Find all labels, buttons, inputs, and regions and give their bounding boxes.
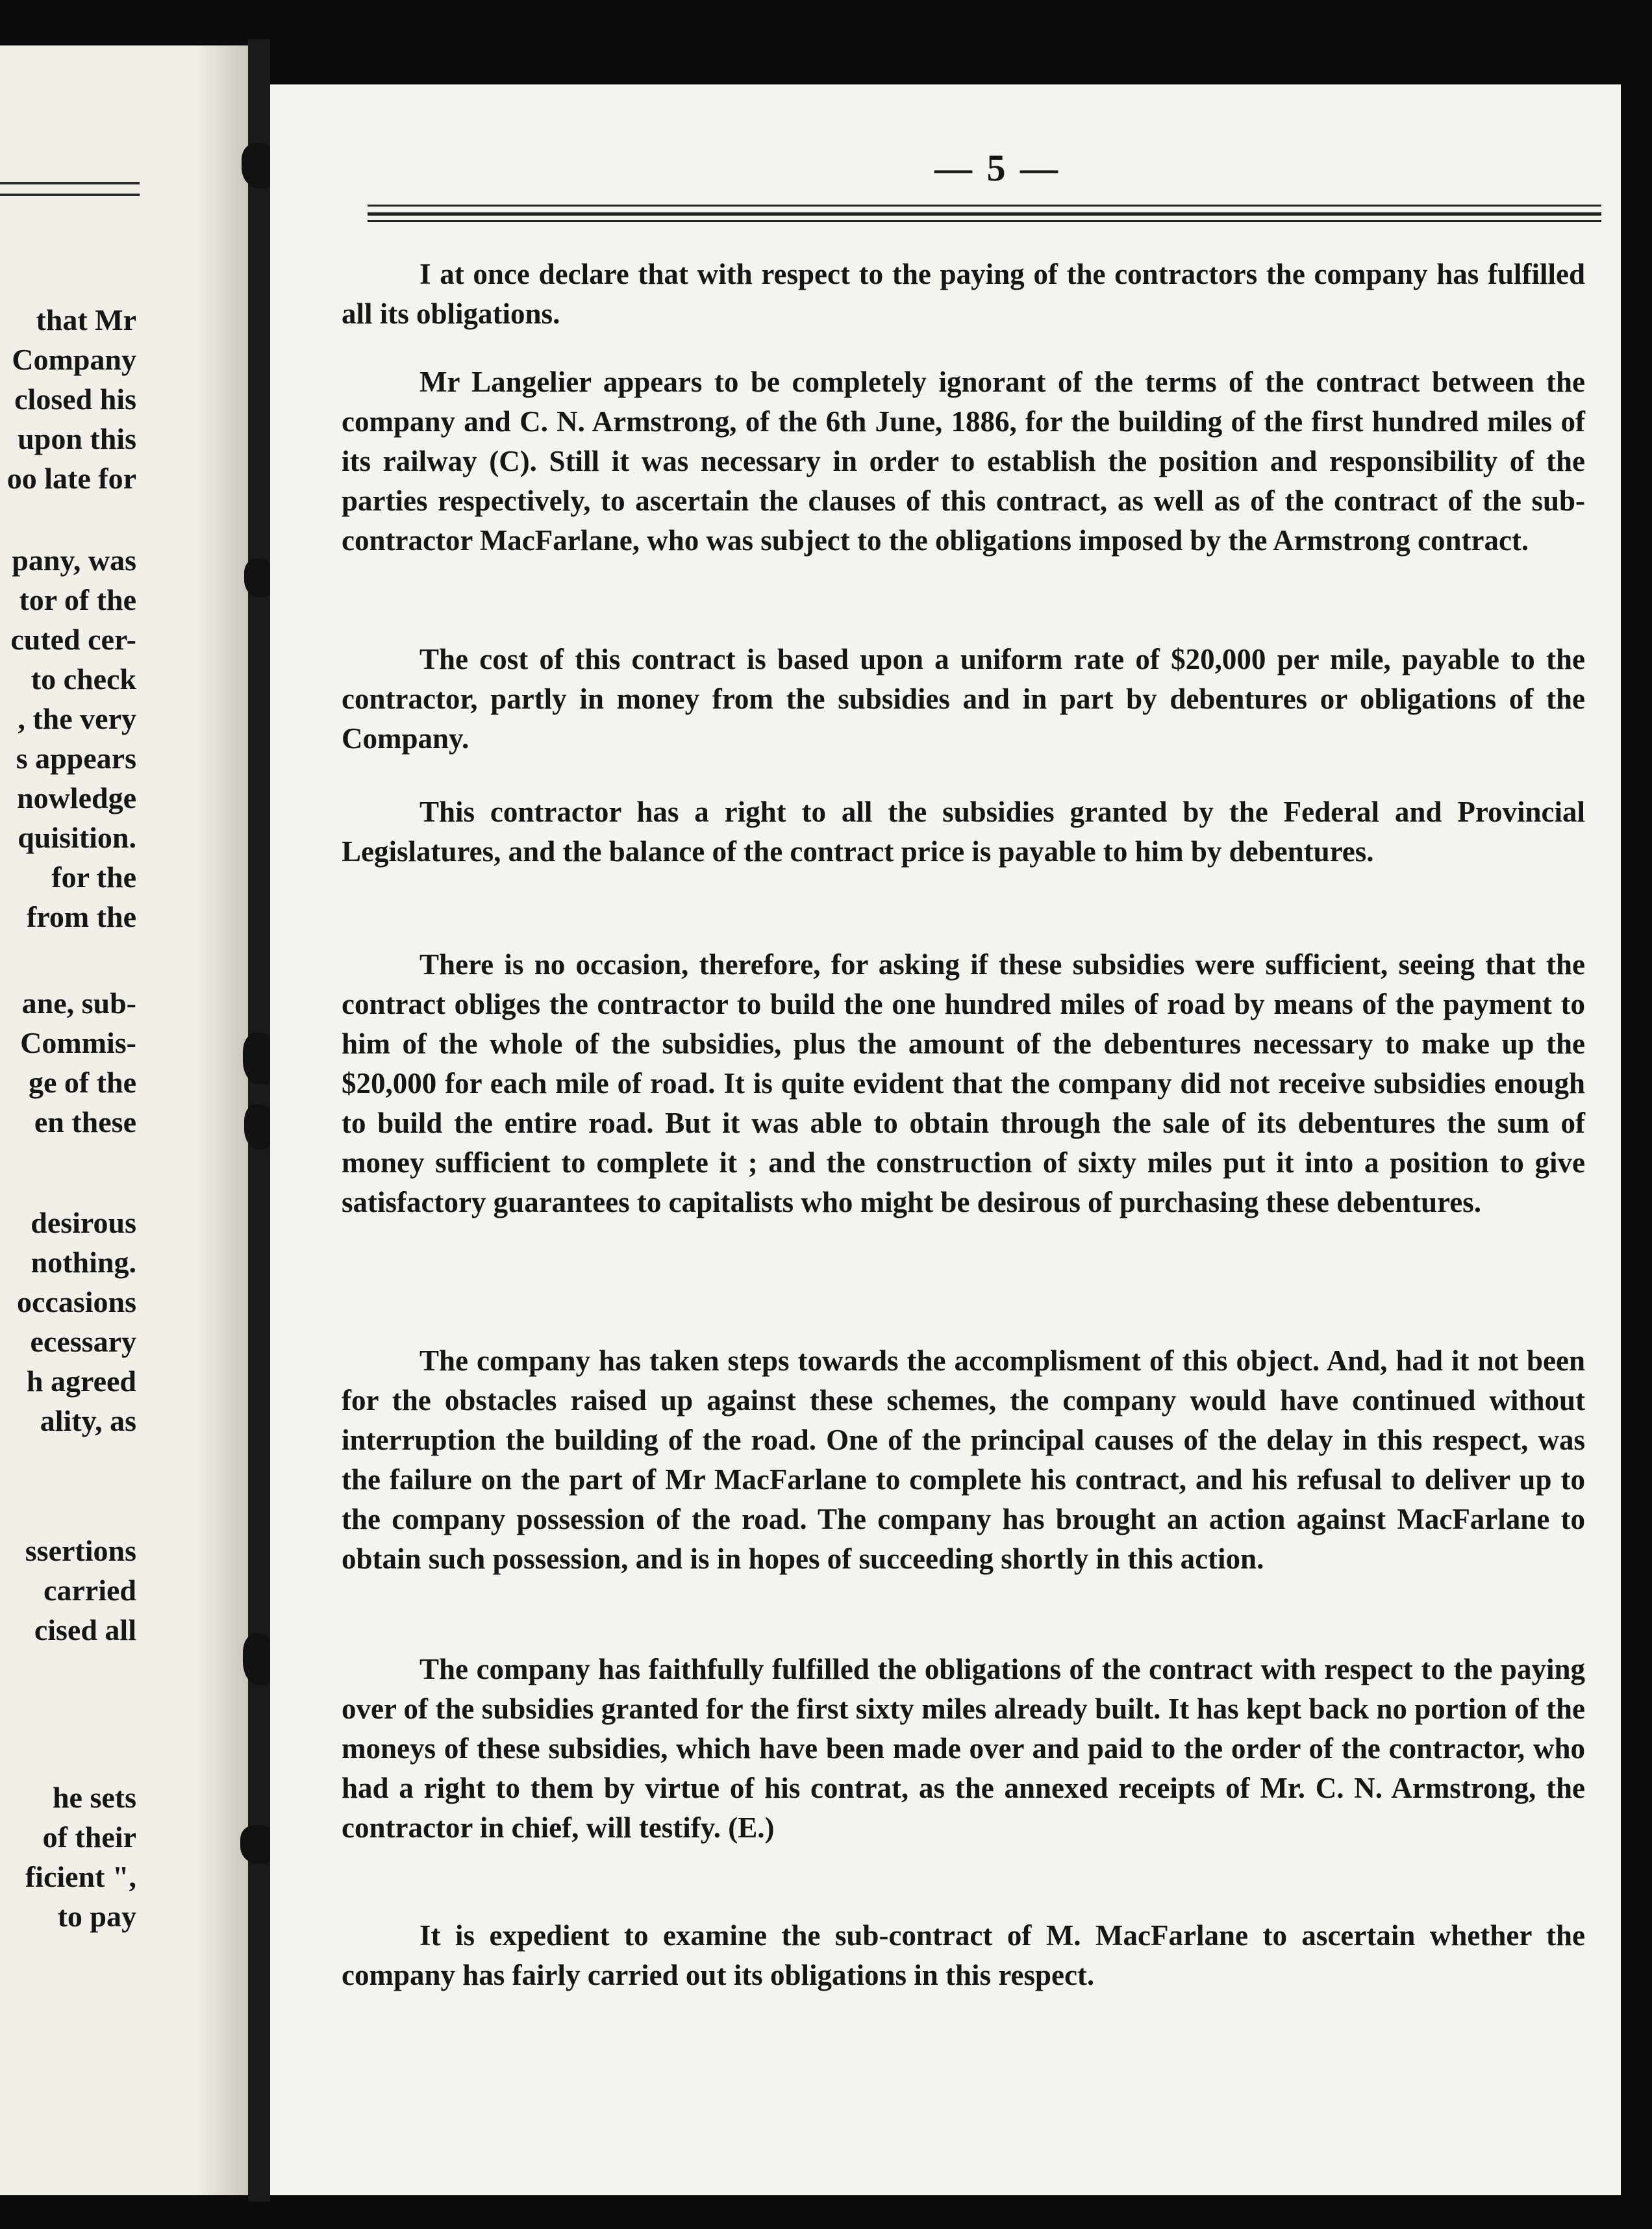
- left-page-line: ficient ",: [25, 1860, 136, 1893]
- left-page-line: Commis-: [20, 1026, 136, 1059]
- left-page-line: nothing.: [31, 1246, 136, 1279]
- left-page-line: , the very: [18, 702, 136, 735]
- left-page-line: carried: [43, 1574, 136, 1607]
- left-page-line: Company: [12, 343, 136, 376]
- left-page-line: en these: [34, 1105, 136, 1139]
- left-page-line: ality, as: [40, 1404, 136, 1437]
- left-page-line: he sets: [52, 1781, 136, 1814]
- left-page-line: cised all: [34, 1613, 136, 1646]
- left-page-line: h agreed: [26, 1365, 136, 1398]
- left-page-line: upon this: [18, 422, 136, 455]
- paragraph-text: The company has faithfully fulfilled the obligations of the contract with respect to the paying over of the subsidies granted for the first sixty miles already built. It has kept back no portion of the moneys of these subsidies, which have been made over and paid to the order of the contractor, who had a right to them by virtue of his contrat, as the annexed receipts of Mr. C. N. Armstrong, the contractor in chief, will testify. (E.): [342, 1653, 1585, 1844]
- page-number: — 5 —: [934, 147, 1060, 189]
- document-page: [270, 84, 1621, 2195]
- left-page-line: desirous: [31, 1206, 136, 1239]
- paragraph-text: Mr Langelier appears to be completely ignorant of the terms of the contract between the company and C. N. Armstrong, of the 6th June, 1886, for the building of the first hundred miles of its railway (C). Still it was necessary in order to establish the position and responsibility of the parties respectively, to ascertain the clauses of this contract, as well as of the contract of the sub-contractor MacFarlane, who was subject to the obligations imposed by the Armstrong contract.: [342, 366, 1585, 557]
- left-page-line: of their: [42, 1820, 136, 1854]
- left-page-line: cuted cer-: [10, 623, 136, 656]
- left-page-line: ssertions: [25, 1534, 136, 1567]
- paragraph: [342, 1916, 1585, 1995]
- paragraph-text: This contractor has a right to all the subsidies granted by the Federal and Provincial Legislatures, and the balance of the contract price is payable to him by debentures.: [342, 796, 1585, 868]
- paragraph-text: There is no occasion, therefore, for asking if these subsidies were sufficient, seeing that the contract obliges the contractor to build the one hundred miles of road by means of the payment to him of the whole of the subsidies, plus the amount of the debentures necessary to make up the $20,000 for each mile of road. It is quite evident that the company did not receive subsidies enough to build the entire road. But it was able to obtain through the sale of its debentures the sum of money sufficient to complete it ; and the construction of sixty miles put it into a position to give satisfactory guarantees to capitalists who might be desirous of purchasing these debentures.: [342, 948, 1585, 1218]
- left-page-line: to check: [31, 662, 136, 696]
- paragraph: [342, 1650, 1585, 1848]
- left-page-line: nowledge: [17, 781, 136, 814]
- paragraph: [342, 1341, 1585, 1579]
- paragraph-text: It is expedient to examine the sub-contract of M. MacFarlane to ascertain whether the company has fairly carried out its obligations in this respect.: [342, 1919, 1585, 1991]
- left-page-line: pany, was: [12, 544, 136, 577]
- paragraph-text: I at once declare that with respect to the paying of the contractors the company has fulfilled all its obligations.: [342, 258, 1585, 330]
- left-page-line: quisition.: [18, 821, 136, 854]
- paragraph: [342, 640, 1585, 759]
- paragraph: [342, 945, 1585, 1222]
- paragraph-text: The cost of this contract is based upon a uniform rate of $20,000 per mile, payable to the contractor, partly in money from the subsidies and in part by debentures or obligations of the Company.: [342, 643, 1585, 755]
- left-page-line: ge of the: [28, 1066, 136, 1099]
- left-page-line: to pay: [57, 1900, 136, 1933]
- left-page-line: that Mr: [36, 303, 136, 336]
- left-page-line: from the: [26, 900, 136, 933]
- left-page-line: s appears: [16, 742, 136, 775]
- left-page-line: occasions: [17, 1285, 136, 1318]
- paragraph: [342, 792, 1585, 872]
- paragraph: [342, 362, 1585, 560]
- left-page-line: tor of the: [19, 583, 136, 616]
- left-page-line: oo late for: [6, 462, 136, 495]
- paragraph-text: The company has taken steps towards the accomplisment of this object. And, had it not been for the obstacles raised up against these schemes, the company would have continued without interruption the building of the road. One of the principal causes of the delay in this respect, was the failure on the part of Mr MacFarlane to complete his contract, and his refusal to deliver up to the company possession of the road. The company has brought an action against MacFarlane to obtain such possession, and is in hopes of succeeding shortly in this action.: [342, 1344, 1585, 1575]
- header-rule: [368, 212, 1601, 216]
- left-page-rule: [0, 194, 140, 196]
- left-page-line: closed his: [14, 383, 136, 416]
- scan-border: [1621, 84, 1652, 2195]
- left-page-line: for the: [51, 861, 136, 894]
- left-page-rule: [0, 182, 140, 184]
- left-page-line: ecessary: [30, 1325, 136, 1358]
- paragraph: [342, 255, 1585, 334]
- header-rule: [368, 220, 1601, 222]
- left-page-line: ane, sub-: [21, 987, 136, 1020]
- header-rule: [368, 205, 1601, 207]
